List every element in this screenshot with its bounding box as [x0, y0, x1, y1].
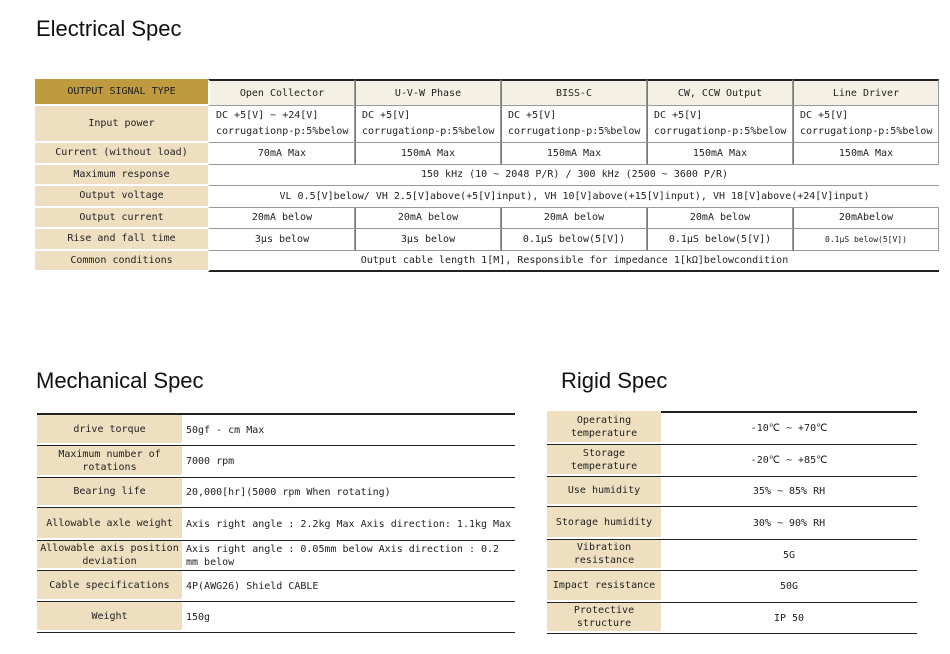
table-cell: 20mA below — [208, 208, 355, 230]
table-cell — [647, 106, 793, 143]
row-label: Cable specifications — [37, 571, 182, 601]
table-cell: 150mA Max — [355, 143, 501, 165]
table-cell: IP 50 — [773, 612, 805, 624]
row-label: Use humidity — [547, 477, 661, 506]
table-cell: 20mA below — [501, 208, 647, 230]
row-label: Weight — [37, 602, 182, 632]
header-label: OUTPUT SIGNAL TYPE — [35, 79, 208, 106]
table-cell: 0.1μS below(5[V]) — [647, 229, 793, 251]
table-cell: 50gf - cm Max — [186, 424, 265, 436]
table-row — [37, 413, 515, 446]
table-row — [37, 508, 515, 541]
table-row — [35, 186, 939, 208]
table-cell: 20mA below — [355, 208, 501, 230]
cell-line: corrugationp-p:5%below — [362, 126, 495, 137]
table-cell: 30% ~ 90% RH — [752, 517, 826, 529]
table-cell: 3μs below — [208, 229, 355, 251]
column-header: U-V-W Phase — [355, 79, 501, 106]
row-label: Storage temperature — [547, 445, 661, 476]
table-cell: 150mA Max — [793, 143, 939, 165]
table-row — [35, 251, 939, 273]
mechanical-spec-title: Mechanical Spec — [36, 368, 204, 393]
table-cell: Axis right angle : 0.05mm below Axis direction : 0.2 mm below — [186, 543, 500, 568]
table-cell: 35% ~ 85% RH — [752, 486, 826, 497]
table-row — [37, 571, 515, 602]
row-label: Impact resistance — [547, 571, 661, 602]
table-cell: 150g — [186, 611, 211, 623]
cell-line: corrugationp-p:5%below — [508, 126, 641, 137]
row-label: drive torque — [37, 415, 182, 445]
table-row — [37, 602, 515, 633]
table-row — [37, 446, 515, 478]
mechanical-spec-table — [37, 413, 515, 633]
column-header: Open Collector — [208, 79, 355, 106]
row-label: Allowable axis position deviation — [37, 541, 182, 570]
table-cell: 5G — [782, 549, 796, 561]
row-label: Vibration resistance — [547, 540, 661, 570]
table-cell: 4P(AWG26) Shield CABLE — [186, 580, 319, 592]
cell-line: corrugationp-p:5%below — [216, 126, 349, 137]
table-cell: 0.1μS below(5[V]) — [793, 229, 939, 251]
table-cell: -20℃ ~ +85℃ — [750, 455, 828, 466]
table-row — [547, 445, 917, 477]
table-row — [547, 411, 917, 445]
table-row — [35, 106, 939, 143]
row-label: Rise and fall time — [35, 229, 208, 251]
row-label: Current (without load) — [35, 143, 208, 165]
table-cell: -10℃ ~ +70℃ — [661, 411, 917, 444]
cell-line: DC +5[V] — [654, 110, 703, 121]
column-header: CW, CCW Output — [647, 79, 793, 106]
row-label: Storage humidity — [547, 507, 661, 539]
table-cell: 7000 rpm — [186, 456, 235, 467]
table-cell: 150mA Max — [501, 143, 647, 165]
row-label: Common conditions — [35, 251, 208, 273]
table-row — [35, 229, 939, 251]
table-cell: 50G — [779, 581, 799, 592]
row-label: Allowable axle weight — [37, 508, 182, 540]
table-cell: 3μs below — [355, 229, 501, 251]
table-cell — [793, 106, 939, 143]
table-row — [35, 165, 939, 187]
table-cell: 20mA below — [647, 208, 793, 230]
cell-line: DC +5[V] ~ +24[V] — [216, 110, 319, 121]
table-cell: 20mAbelow — [793, 208, 939, 230]
table-cell: Axis right angle : 2.2kg Max Axis direction: 1.1kg Max — [186, 518, 512, 530]
table-row — [547, 507, 917, 540]
rigid-spec-title: Rigid Spec — [561, 368, 668, 393]
table-cell — [355, 106, 501, 143]
cell-line: DC +5[V] — [508, 110, 557, 121]
table-cell: 70mA Max — [208, 143, 355, 165]
table-cell: 150 kHz (10 ~ 2048 P/R) / 300 kHz (2500 ~ 3600 P/R) — [208, 165, 939, 187]
table-cell: 150mA Max — [647, 143, 793, 165]
table-row — [35, 208, 939, 230]
column-header: Line Driver — [793, 79, 939, 106]
row-label: Bearing life — [37, 478, 182, 507]
row-label: Maximum number of rotations — [37, 446, 182, 477]
table-row — [35, 143, 939, 165]
table-row — [547, 540, 917, 571]
table-cell — [501, 106, 647, 143]
electrical-spec-table — [35, 79, 939, 272]
table-row — [37, 541, 515, 571]
table-row — [37, 478, 515, 508]
rigid-spec-table — [547, 411, 917, 634]
table-cell: 0.1μS below(5[V]) — [501, 229, 647, 251]
column-header: BISS-C — [501, 79, 647, 106]
table-cell — [208, 106, 355, 143]
table-row — [35, 79, 939, 106]
cell-line: corrugationp-p:5%below — [800, 126, 933, 137]
cell-line: corrugationp-p:5%below — [654, 126, 787, 137]
table-cell: Output cable length 1[M], Responsible for impedance 1[kΩ]belowcondition — [208, 251, 939, 273]
cell-line: DC +5[V] — [800, 110, 849, 121]
table-row — [547, 603, 917, 634]
table-cell: VL 0.5[V]below/ VH 2.5[V]above(+5[V]input), VH 10[V]above(+15[V]input), VH 18[V]above(+24[V]input) — [208, 186, 939, 208]
table-row — [547, 571, 917, 603]
row-label: Input power — [35, 106, 208, 143]
electrical-spec-title: Electrical Spec — [36, 16, 182, 41]
row-label: Maximum response — [35, 165, 208, 187]
row-label: Protective structure — [547, 603, 661, 633]
cell-line: DC +5[V] — [362, 110, 411, 121]
row-label: Operating temperature — [547, 411, 661, 444]
row-label: Output voltage — [35, 186, 208, 208]
table-row — [547, 477, 917, 507]
table-cell: 20,000[hr](5000 rpm When rotating) — [186, 487, 391, 498]
row-label: Output current — [35, 208, 208, 230]
